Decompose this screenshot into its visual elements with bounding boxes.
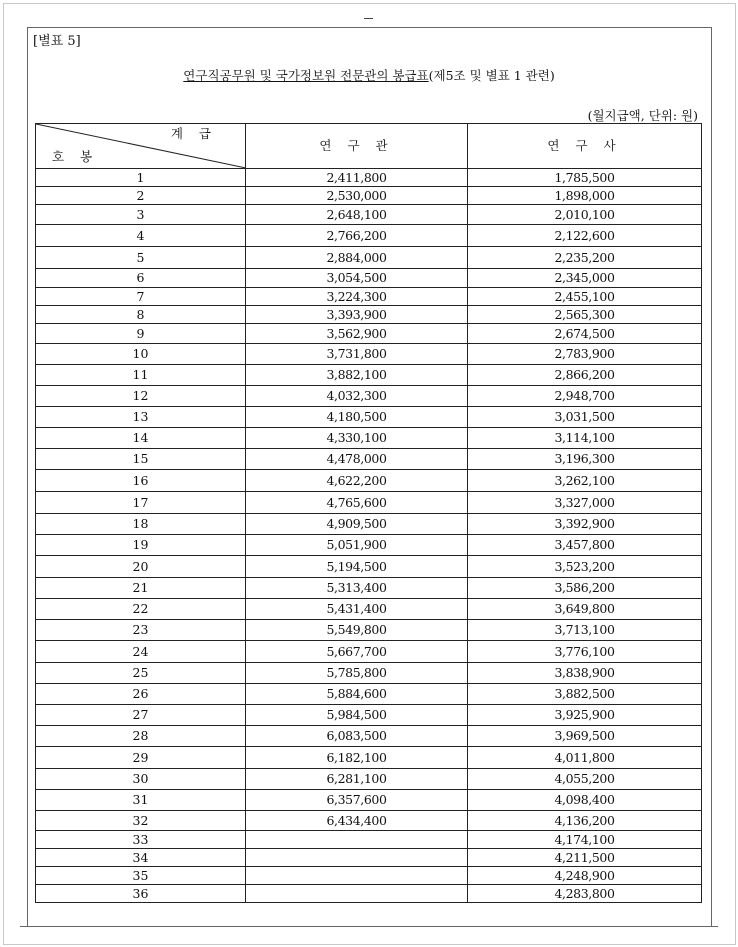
researcher-senior-cell: 4,765,600 [246, 492, 468, 514]
table-row [36, 407, 702, 428]
researcher-senior-cell: 2,766,200 [246, 225, 468, 247]
researcher-cell: 2,235,200 [468, 247, 702, 269]
researcher-senior-cell: 2,411,800 [246, 169, 468, 187]
researcher-cell: 3,392,900 [468, 514, 702, 535]
document-title [0, 66, 738, 84]
step-cell: 14 [36, 428, 246, 449]
table-row [36, 811, 702, 831]
step-cell: 22 [36, 599, 246, 620]
researcher-cell: 4,248,900 [468, 867, 702, 885]
table-row [36, 849, 702, 867]
table-row [36, 556, 702, 578]
step-cell: 26 [36, 684, 246, 705]
step-cell: 34 [36, 849, 246, 867]
step-cell: 35 [36, 867, 246, 885]
header-step-label: 호 봉 [52, 149, 99, 164]
table-row [36, 205, 702, 225]
researcher-cell: 4,055,200 [468, 769, 702, 790]
step-cell: 28 [36, 726, 246, 747]
step-cell: 7 [36, 288, 246, 306]
table-row [36, 747, 702, 769]
researcher-cell: 3,327,000 [468, 492, 702, 514]
table-row [36, 684, 702, 705]
header-row [36, 124, 702, 169]
researcher-senior-cell: 3,054,500 [246, 269, 468, 288]
header-researcher-senior: 연 구 관 [246, 124, 468, 169]
step-cell: 36 [36, 885, 246, 903]
page-bottom-rule [20, 926, 718, 927]
table-body [36, 169, 702, 903]
step-cell: 23 [36, 620, 246, 641]
step-cell: 9 [36, 324, 246, 344]
researcher-cell: 2,122,600 [468, 225, 702, 247]
table-row [36, 535, 702, 556]
researcher-senior-cell: 6,434,400 [246, 811, 468, 831]
step-cell: 15 [36, 449, 246, 470]
researcher-cell: 3,031,500 [468, 407, 702, 428]
table-row [36, 169, 702, 187]
researcher-cell: 3,262,100 [468, 470, 702, 492]
researcher-senior-cell [246, 831, 468, 849]
researcher-senior-cell: 6,281,100 [246, 769, 468, 790]
table-row [36, 885, 702, 903]
table-row [36, 344, 702, 365]
researcher-senior-cell: 5,549,800 [246, 620, 468, 641]
researcher-senior-cell [246, 867, 468, 885]
researcher-senior-cell: 5,431,400 [246, 599, 468, 620]
researcher-senior-cell: 4,180,500 [246, 407, 468, 428]
researcher-cell: 2,345,000 [468, 269, 702, 288]
researcher-cell: 2,674,500 [468, 324, 702, 344]
researcher-senior-cell: 4,622,200 [246, 470, 468, 492]
table-row [36, 831, 702, 849]
table-row [36, 790, 702, 811]
step-cell: 25 [36, 663, 246, 684]
step-cell: 13 [36, 407, 246, 428]
step-cell: 4 [36, 225, 246, 247]
step-cell: 17 [36, 492, 246, 514]
researcher-senior-cell: 2,530,000 [246, 187, 468, 205]
table-row [36, 514, 702, 535]
researcher-senior-cell: 5,785,800 [246, 663, 468, 684]
step-cell: 19 [36, 535, 246, 556]
researcher-senior-cell: 3,224,300 [246, 288, 468, 306]
researcher-cell: 3,114,100 [468, 428, 702, 449]
step-cell: 3 [36, 205, 246, 225]
researcher-senior-cell: 4,478,000 [246, 449, 468, 470]
step-cell: 12 [36, 386, 246, 407]
researcher-cell: 3,969,500 [468, 726, 702, 747]
table-row [36, 324, 702, 344]
researcher-senior-cell [246, 849, 468, 867]
researcher-cell: 3,925,900 [468, 705, 702, 726]
researcher-senior-cell: 4,909,500 [246, 514, 468, 535]
researcher-senior-cell: 2,884,000 [246, 247, 468, 269]
researcher-cell: 2,866,200 [468, 365, 702, 386]
title-main: 연구직공무원 및 국가정보원 전문관의 봉급표 [183, 68, 429, 83]
table-row [36, 288, 702, 306]
table-row [36, 641, 702, 663]
researcher-cell: 4,211,500 [468, 849, 702, 867]
researcher-senior-cell: 2,648,100 [246, 205, 468, 225]
researcher-cell: 2,455,100 [468, 288, 702, 306]
researcher-cell: 3,776,100 [468, 641, 702, 663]
table-row [36, 306, 702, 324]
table-row [36, 620, 702, 641]
researcher-cell: 4,136,200 [468, 811, 702, 831]
step-cell: 5 [36, 247, 246, 269]
title-suffix: (제5조 및 별표 1 관련) [428, 68, 555, 83]
researcher-senior-cell: 5,194,500 [246, 556, 468, 578]
researcher-senior-cell: 3,562,900 [246, 324, 468, 344]
researcher-senior-cell: 4,330,100 [246, 428, 468, 449]
table-row [36, 578, 702, 599]
header-grade-label: 계 급 [170, 126, 217, 141]
header-researcher: 연 구 사 [468, 124, 702, 169]
table-row [36, 269, 702, 288]
researcher-cell: 2,565,300 [468, 306, 702, 324]
researcher-senior-cell: 5,051,900 [246, 535, 468, 556]
researcher-senior-cell [246, 885, 468, 903]
table-row [36, 386, 702, 407]
table-row [36, 599, 702, 620]
researcher-cell: 2,948,700 [468, 386, 702, 407]
header-diagonal-cell [36, 124, 246, 169]
table-row [36, 769, 702, 790]
step-cell: 20 [36, 556, 246, 578]
table-row [36, 428, 702, 449]
step-cell: 18 [36, 514, 246, 535]
step-cell: 1 [36, 169, 246, 187]
step-cell: 33 [36, 831, 246, 849]
researcher-senior-cell: 5,884,600 [246, 684, 468, 705]
salary-table [35, 123, 702, 903]
step-cell: 30 [36, 769, 246, 790]
researcher-cell: 4,174,100 [468, 831, 702, 849]
table-row [36, 867, 702, 885]
researcher-cell: 3,649,800 [468, 599, 702, 620]
researcher-cell: 2,783,900 [468, 344, 702, 365]
researcher-senior-cell: 3,731,800 [246, 344, 468, 365]
researcher-senior-cell: 3,393,900 [246, 306, 468, 324]
researcher-cell: 3,196,300 [468, 449, 702, 470]
step-cell: 16 [36, 470, 246, 492]
researcher-cell: 1,785,500 [468, 169, 702, 187]
table-row [36, 247, 702, 269]
table-row [36, 726, 702, 747]
table-row [36, 705, 702, 726]
researcher-senior-cell: 5,984,500 [246, 705, 468, 726]
researcher-cell: 2,010,100 [468, 205, 702, 225]
researcher-senior-cell: 4,032,300 [246, 386, 468, 407]
table-row [36, 187, 702, 205]
researcher-cell: 4,098,400 [468, 790, 702, 811]
researcher-cell: 3,457,800 [468, 535, 702, 556]
researcher-cell: 4,011,800 [468, 747, 702, 769]
top-mark [364, 18, 373, 19]
researcher-cell: 3,523,200 [468, 556, 702, 578]
table-row [36, 470, 702, 492]
step-cell: 31 [36, 790, 246, 811]
researcher-cell: 3,882,500 [468, 684, 702, 705]
researcher-cell: 3,713,100 [468, 620, 702, 641]
unit-note: (월지급액, 단위: 원) [587, 108, 698, 123]
researcher-senior-cell: 6,083,500 [246, 726, 468, 747]
researcher-senior-cell: 6,357,600 [246, 790, 468, 811]
table-row [36, 449, 702, 470]
step-cell: 2 [36, 187, 246, 205]
table-row [36, 492, 702, 514]
researcher-senior-cell: 5,313,400 [246, 578, 468, 599]
researcher-cell: 4,283,800 [468, 885, 702, 903]
researcher-senior-cell: 5,667,700 [246, 641, 468, 663]
step-cell: 32 [36, 811, 246, 831]
step-cell: 8 [36, 306, 246, 324]
table-row [36, 663, 702, 684]
researcher-cell: 3,586,200 [468, 578, 702, 599]
step-cell: 10 [36, 344, 246, 365]
researcher-senior-cell: 6,182,100 [246, 747, 468, 769]
appendix-label: [별표 5] [33, 34, 81, 49]
step-cell: 27 [36, 705, 246, 726]
step-cell: 29 [36, 747, 246, 769]
researcher-cell: 3,838,900 [468, 663, 702, 684]
step-cell: 6 [36, 269, 246, 288]
table-row [36, 365, 702, 386]
researcher-senior-cell: 3,882,100 [246, 365, 468, 386]
step-cell: 11 [36, 365, 246, 386]
researcher-cell: 1,898,000 [468, 187, 702, 205]
step-cell: 24 [36, 641, 246, 663]
step-cell: 21 [36, 578, 246, 599]
table-row [36, 225, 702, 247]
